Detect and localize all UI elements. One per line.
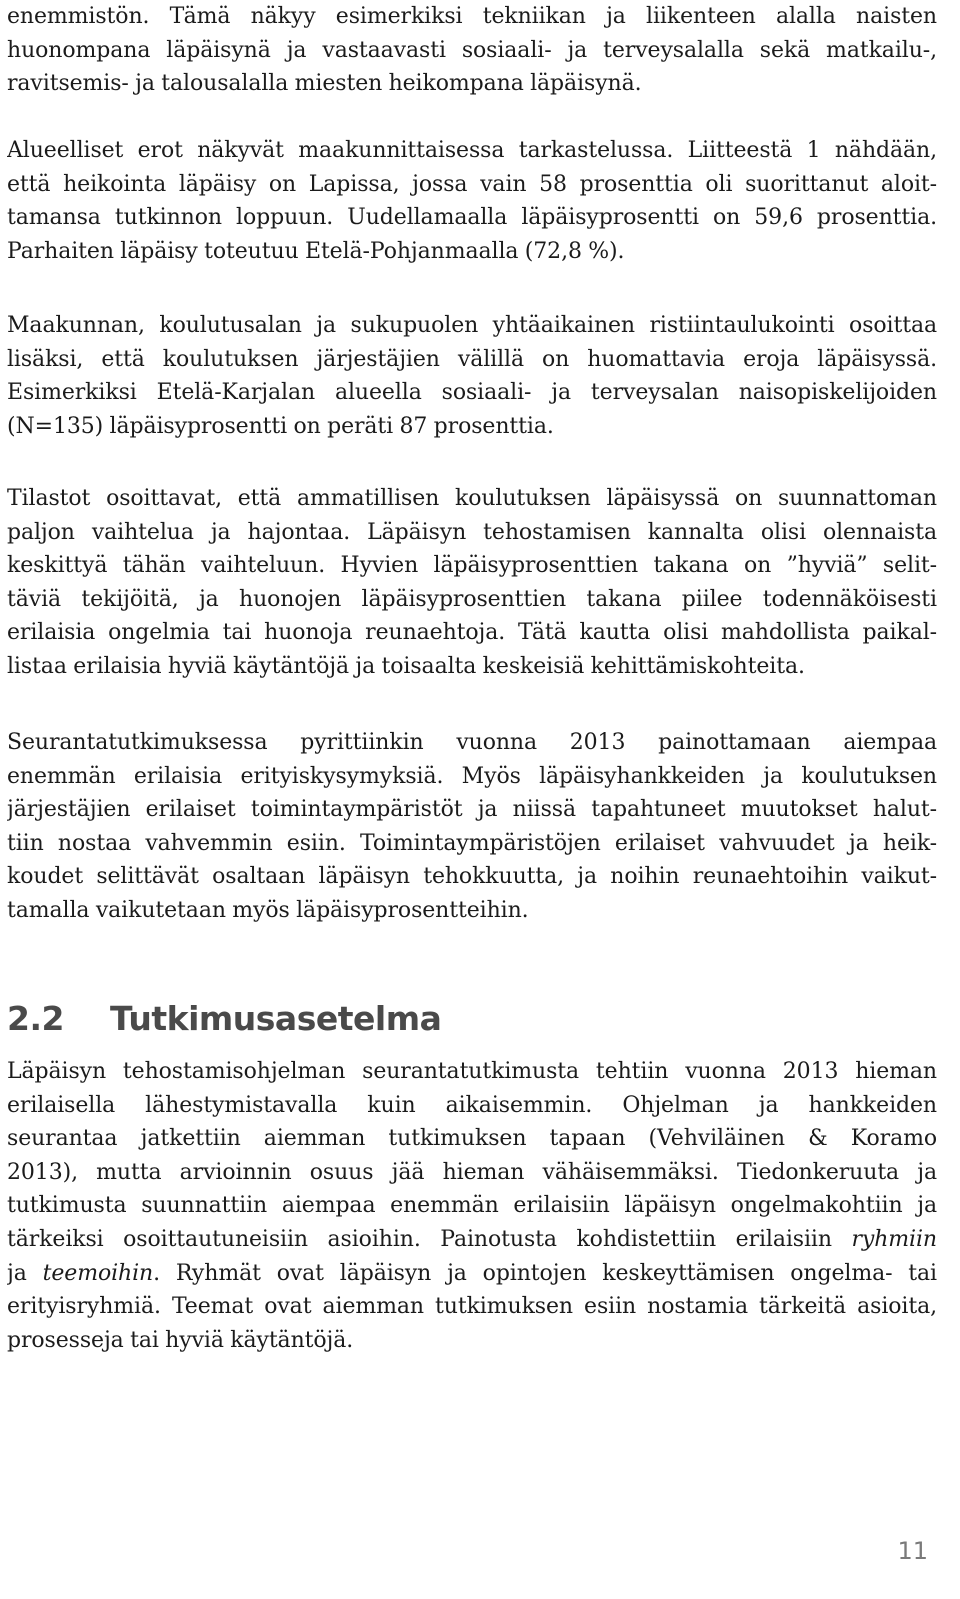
paragraph-5 — [7, 726, 937, 928]
text-line: tamansa tutkinnon loppuun. Uudellamaalla läpäisyprosentti on 59,6 prosenttia. — [7, 205, 937, 231]
text-line: paljon vaihtelua ja hajontaa. Läpäisyn tehostamisen kannalta olisi olennaista — [7, 519, 937, 545]
text-line: Maakunnan, koulutusalan ja sukupuolen yhtäaikainen ristiintaulukointi osoittaa — [7, 313, 937, 338]
text-line: ravitsemis- ja talousalalla miesten heikompana läpäisynä. — [7, 71, 642, 97]
text-line-mixed — [7, 1257, 937, 1291]
text-line: erilaisia ongelmia tai huonoja reunaehtoja. Tätä kautta olisi mahdollista paikal- — [7, 620, 937, 646]
text-line: Alueelliset erot näkyvät maakunnittaisessa tarkastelussa. Liitteestä 1 nähdään, — [7, 138, 937, 163]
text-line: (N=135) läpäisyprosentti on peräti 87 prosenttia. — [7, 413, 554, 439]
text-line: Esimerkiksi Etelä-Karjalan alueella sosiaali- ja terveysalan naisopiskelijoiden — [7, 380, 937, 406]
text-line: että heikointa läpäisy on Lapissa, jossa vain 58 prosenttia oli suorittanut aloit- — [7, 171, 937, 197]
text-line: 2013), mutta arvioinnin osuus jää hieman vähäisemmäksi. Tiedonkeruuta ja — [7, 1159, 937, 1185]
text-line: koudet selittävät osaltaan läpäisyn tehokkuutta, ja noihin reunaehtoihin vaikut- — [7, 864, 937, 890]
text-line: tiin nostaa vahvemmin esiin. Toimintaympäristöjen erilaiset vahvuudet ja heik- — [7, 830, 937, 856]
paragraph-4 — [7, 482, 937, 684]
paragraph-3 — [7, 309, 937, 443]
text-line: järjestäjien erilaiset toimintaympäristöt ja niissä tapahtuneet muutokset halut- — [7, 797, 937, 823]
text-segment: . Ryhmät ovat läpäisyn ja opintojen keskeyttämisen ongelma- tai — [153, 1260, 937, 1286]
text-line: erityisryhmiä. Teemat ovat aiemman tutkimuksen esiin nostamia tärkeitä asioita, — [7, 1294, 937, 1320]
page-number: 11 — [897, 1537, 928, 1565]
section-number: 2.2 — [7, 999, 64, 1038]
text-line: listaa erilaisia hyviä käytäntöjä ja toisaalta keskeisiä kehittämiskohteita. — [7, 653, 805, 679]
paragraph-2 — [7, 134, 937, 268]
italic-term: teemoihin — [42, 1260, 154, 1286]
section-title: Tutkimusasetelma — [110, 999, 442, 1038]
text-segment: ja — [7, 1260, 27, 1286]
text-line: prosesseja tai hyviä käytäntöjä. — [7, 1327, 354, 1353]
text-line: enemmän erilaisia erityiskysymyksiä. Myös läpäisyhankkeiden ja koulutuksen — [7, 763, 937, 789]
text-line: Läpäisyn tehostamisohjelman seurantatutkimusta tehtiin vuonna 2013 hieman — [7, 1059, 937, 1084]
text-line: tamalla vaikutetaan myös läpäisyprosentteihin. — [7, 897, 529, 923]
text-line: Seurantatutkimuksessa pyrittiinkin vuonna 2013 painottamaan aiempaa — [7, 730, 937, 755]
text-line: Parhaiten läpäisy toteutuu Etelä-Pohjanmaalla (72,8 %). — [7, 238, 625, 264]
paragraph-1 — [7, 0, 937, 101]
text-line: erilaisella lähestymistavalla kuin aikaisemmin. Ohjelman ja hankkeiden — [7, 1092, 937, 1118]
italic-term: ryhmiin — [851, 1226, 937, 1252]
text-line: täviä tekijöitä, ja huonojen läpäisyprosenttien takana piilee todennäköisesti — [7, 586, 937, 612]
text-segment: tärkeiksi osoittautuneisiin asioihin. Painotusta kohdistettiin erilaisiin — [7, 1226, 832, 1252]
text-line: keskittyä tähän vaihteluun. Hyvien läpäisyprosenttien takana on ”hyviä” selit- — [7, 553, 937, 579]
text-line: tutkimusta suunnattiin aiempaa enemmän erilaisiin läpäisyn ongelmakohtiin ja — [7, 1193, 937, 1219]
text-line: huonompana läpäisynä ja vastaavasti sosiaali- ja terveysalalla sekä matkailu-, — [7, 37, 937, 63]
text-line-mixed — [7, 1223, 937, 1257]
section-heading — [7, 990, 441, 1048]
section-paragraph — [7, 1055, 937, 1357]
text-line: seurantaa jatkettiin aiemman tutkimuksen tapaan (Vehviläinen & Koramo — [7, 1126, 937, 1152]
text-line: Tilastot osoittavat, että ammatillisen koulutuksen läpäisyssä on suunnattoman — [7, 486, 937, 511]
text-line: lisäksi, että koulutuksen järjestäjien välillä on huomattavia eroja läpäisyssä. — [7, 346, 937, 372]
text-line: enemmistön. Tämä näkyy esimerkiksi tekniikan ja liikenteen alalla naisten — [7, 4, 937, 29]
